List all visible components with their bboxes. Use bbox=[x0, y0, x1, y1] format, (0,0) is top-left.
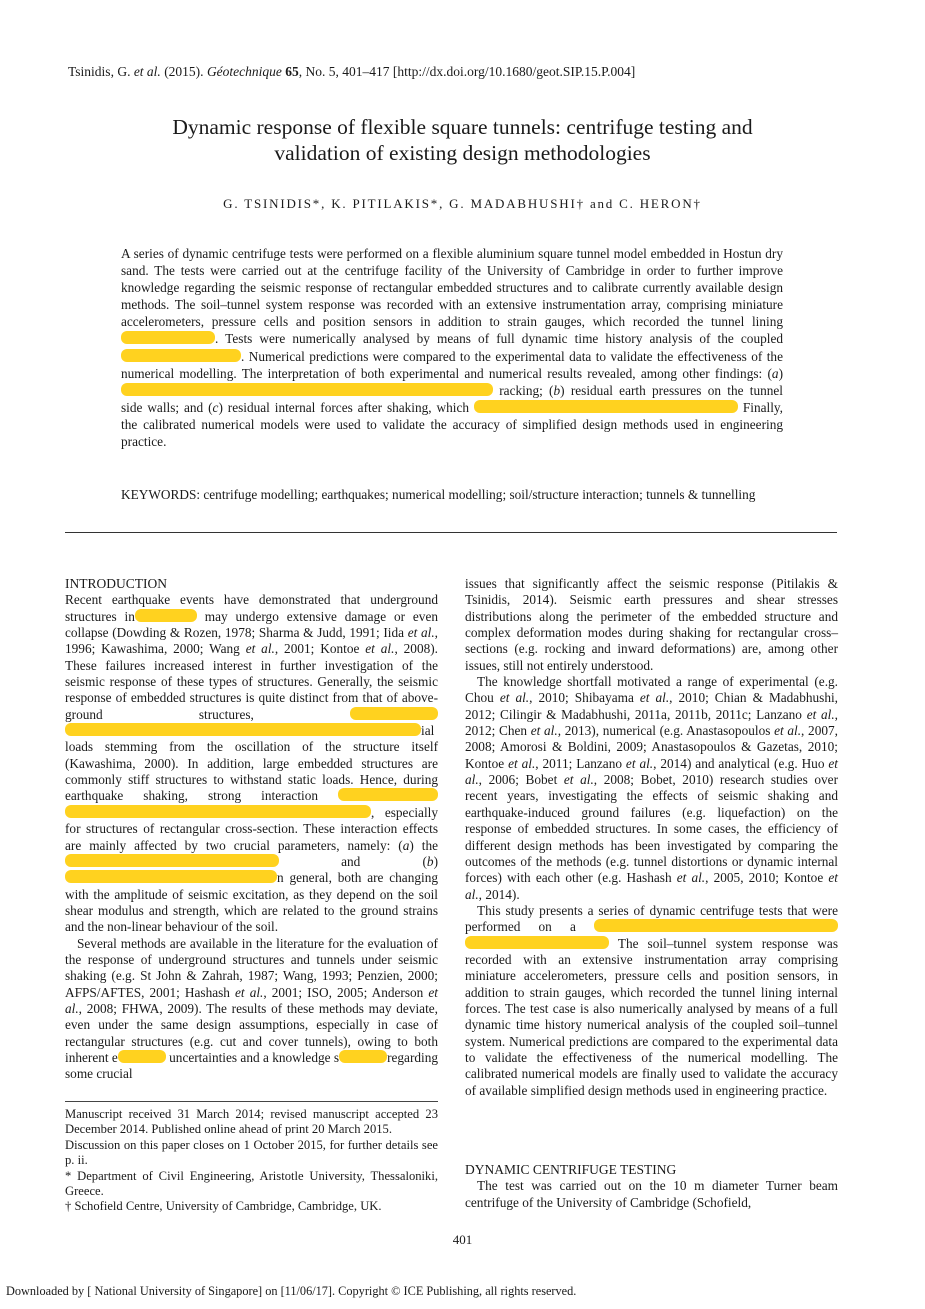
text: , 2001; ISO, 2005; Anderson bbox=[263, 984, 429, 1000]
title-line-1: Dynamic response of flexible square tunnels: centrifuge testing and bbox=[172, 115, 753, 139]
highlight-redaction bbox=[121, 383, 493, 396]
enum-label: a bbox=[771, 365, 779, 381]
text: , 2006; Bobet bbox=[478, 772, 564, 788]
citation-rest: , No. 5, 401–417 [http://dx.doi.org/10.1680/geot.SIP.15.P.004] bbox=[298, 64, 636, 79]
etal: et al. bbox=[499, 690, 530, 706]
enum-label: b bbox=[553, 382, 561, 398]
etal: et al. bbox=[465, 870, 838, 902]
text: , especially for structures of rectangular cross-section. These interaction effects are mainly affected by two crucial parameters, namely: ( bbox=[65, 804, 438, 853]
paragraph: The test was carried out on the 10 m diameter Turner beam centrifuge of the University of Cambridge (Schofield, bbox=[465, 1178, 838, 1210]
etal: et al. bbox=[676, 870, 706, 886]
text: ) the bbox=[409, 837, 438, 853]
text: Recent earthquake events have demonstrated that underground structures in bbox=[65, 592, 438, 624]
download-notice: Downloaded by [ National University of Singapore] on [11/06/17]. Copyright © ICE Publishing, all rights reserved. bbox=[6, 1284, 577, 1298]
enum-label: c bbox=[212, 399, 219, 415]
etal: et al. bbox=[65, 984, 438, 1016]
text: , 2013), numerical (e.g. Anastasopoulos bbox=[557, 723, 775, 739]
text: , 2008; FHWA, 2009). The results of these methods may deviate, even under the same design assumptions, especially in case of rectangular structures (e.g. cut and cover tunnels), owing to both inherent e bbox=[65, 1000, 438, 1065]
highlight-redaction bbox=[65, 723, 421, 736]
footnote-manuscript: Manuscript received 31 March 2014; revised manuscript accepted 23 December 2014. Published online ahead of print 20 March 2015. bbox=[65, 1107, 438, 1137]
paragraph: issues that significantly affect the seismic response (Pitilakis & Tsinidis, 2014). Seismic earth pressures and shear stresses distributions along the perimeter of the embedded structure and complex deformation modes during shaking for rectangular cross–sections (e.g. rocking and inward deformations) are, among other issues, still not entirely understood. bbox=[465, 576, 838, 673]
highlight-redaction bbox=[135, 609, 197, 622]
text: , 2014) and analytical (e.g. Huo bbox=[653, 755, 829, 771]
footnote-affiliation-1: * Department of Civil Engineering, Aristotle University, Thessaloniki, Greece. bbox=[65, 1168, 438, 1199]
text: , 2014). bbox=[478, 886, 520, 902]
paragraph bbox=[465, 674, 838, 903]
citation-authors: Tsinidis, G. bbox=[68, 64, 134, 79]
etal: et al. bbox=[530, 723, 558, 739]
text: The soil–tunnel system response was recorded with an extensive instrumentation array comprising miniature accelerometers, pressure cells and position sensors, in addition to strain gauges, which recorded the tunnel lining internal forces. The test case is also numerically analysed by means of a full dynamic time history numerical analysis of the coupled soil–tunnel system. Numerical predictions are compared to the experimental data to validate the effectiveness of the numerical modelling. The calibrated numerical models are finally used to validate the accuracy of available simplified design methods used in engineering practice. bbox=[465, 935, 838, 1098]
etal: et al. bbox=[245, 641, 275, 657]
section-heading-introduction: INTRODUCTION bbox=[65, 576, 167, 591]
abstract-text: . Numerical predictions were compared to the experimental data to validate the effectiveness of the numerical modelling. The interpretation of both experimental and numerical results revealed, among other findings: ( bbox=[121, 348, 783, 381]
footnote-divider bbox=[65, 1101, 438, 1102]
highlight-redaction bbox=[474, 400, 738, 413]
highlight-redaction bbox=[121, 331, 215, 344]
paragraph bbox=[65, 936, 438, 1083]
etal: et al. bbox=[365, 641, 395, 657]
etal: et al. bbox=[774, 723, 802, 739]
etal: et al. bbox=[625, 755, 654, 771]
footnote-discussion: Discussion on this paper closes on 1 October 2015, for further details see p. ii. bbox=[65, 1137, 438, 1168]
highlight-redaction bbox=[339, 1050, 387, 1063]
highlight-redaction bbox=[594, 919, 838, 932]
abstract bbox=[121, 245, 783, 450]
text: , 2001; Kontoe bbox=[274, 641, 366, 657]
text: n general, both are changing with the amplitude of seismic excitation, as they depend on the soil shear modulus and strength, which are related to the ground strains and the non-linear behaviour of the soil. bbox=[65, 870, 438, 935]
paragraph bbox=[465, 903, 838, 1099]
highlight-redaction bbox=[121, 349, 241, 362]
etal: et al. bbox=[407, 625, 435, 641]
highlight-redaction bbox=[65, 870, 277, 883]
highlight-redaction bbox=[338, 788, 438, 801]
text: The knowledge shortfall motivated a range of experimental (e.g. Chou bbox=[465, 674, 838, 706]
etal: et al. bbox=[563, 772, 594, 788]
abstract-text: ) residual internal forces after shaking, which bbox=[218, 399, 470, 415]
highlight-redaction bbox=[65, 805, 371, 818]
text: , 2007, 2008; Amorosi & Boldini, 2009; Anastasopoulos & Gazetas, 2010; Kontoe bbox=[465, 723, 838, 771]
text: , 2010; Shibayama bbox=[529, 690, 640, 706]
citation-volume: 65 bbox=[281, 64, 299, 79]
text: , 2012; Chen bbox=[465, 706, 838, 739]
citation-year: (2015). bbox=[160, 64, 207, 79]
text: , 2008; Bobet, 2010) research studies over recent years, investigating the effects of seismic shaking and earthquake-induced ground failures (e.g. liquefaction) on the response of embedded structures. In some cases, the efficiency of different design methods has been investigated by comparing the outcomes of the methods (e.g. tunnel distortions or dynamic internal forces) with each other (e.g. Hashash bbox=[465, 772, 838, 886]
enum-label: a bbox=[402, 837, 410, 853]
section-divider bbox=[65, 532, 837, 533]
highlight-redaction bbox=[465, 936, 609, 949]
footnotes bbox=[65, 1107, 438, 1215]
abstract-text: . Tests were numerically analysed by means of full dynamic time history analysis of the coupled bbox=[215, 331, 783, 347]
keywords: KEYWORDS: centrifuge modelling; earthquakes; numerical modelling; soil/structure interaction; tunnels & tunnelling bbox=[121, 487, 756, 502]
etal: et al. bbox=[465, 755, 838, 788]
text: ) bbox=[433, 853, 438, 869]
footnote-affiliation-2: † Schofield Centre, University of Cambridge, Cambridge, UK. bbox=[65, 1199, 382, 1214]
text: This study presents a series of dynamic centrifuge tests that were performed on a bbox=[465, 902, 838, 935]
text: may undergo extensive damage or even collapse (Dowding & Rozen, 1978; Sharma & Judd, 1991; Iida bbox=[65, 608, 438, 641]
text: , 2010; Chian & Madabhushi, 2012; Cilingir & Madabhushi, 2011a, 2011b, 2011c; Lanzano bbox=[465, 690, 839, 722]
text: , 2008). These failures increased interest in further investigation of the seismic response of these types of structures. Generally, the seismic response of embedded structures is quite distinct from that of above-ground structures, bbox=[65, 641, 438, 722]
text: ial loads stemming from the oscillation of the structure itself (Kawashima, 2000). In addition, large embedded structures are commonly stiff structures to withstand static loads. Hence, during earthquake shaking, strong interaction bbox=[65, 723, 438, 804]
text: , 1996; Kawashima, 2000; Wang bbox=[65, 625, 438, 657]
etal: et al. bbox=[508, 755, 536, 771]
title-line-2: validation of existing design methodologies bbox=[274, 141, 651, 165]
abstract-text: racking; ( bbox=[493, 382, 554, 398]
text: uncertainties and a knowledge s bbox=[165, 1049, 340, 1065]
text: regarding some crucial bbox=[65, 1049, 439, 1082]
enum-label: b bbox=[426, 853, 434, 869]
highlight-redaction bbox=[65, 854, 279, 867]
etal: et al. bbox=[806, 706, 835, 722]
etal: et al. bbox=[235, 984, 264, 1000]
text: , 2005, 2010; Kontoe bbox=[705, 870, 829, 886]
right-column bbox=[465, 576, 838, 1099]
page-number: 401 bbox=[452, 1232, 473, 1247]
highlight-redaction bbox=[350, 707, 438, 720]
paragraph bbox=[65, 592, 438, 935]
author-list: G. TSINIDIS*, K. PITILAKIS*, G. MADABHUSHI† and C. HERON† bbox=[223, 196, 702, 211]
left-column bbox=[65, 576, 438, 1083]
section-heading-centrifuge: DYNAMIC CENTRIFUGE TESTING bbox=[465, 1162, 677, 1177]
abstract-text: ) bbox=[778, 365, 783, 381]
text: , 2011; Lanzano bbox=[535, 755, 626, 771]
highlight-redaction bbox=[118, 1050, 166, 1063]
abstract-text: ) residual earth pressures on the tunnel side walls; and ( bbox=[121, 382, 783, 415]
citation-etal: et al. bbox=[133, 64, 161, 79]
right-column-lower bbox=[465, 1162, 838, 1211]
paper-title bbox=[60, 114, 865, 166]
abstract-text: Finally, the calibrated numerical models were used to validate the accuracy of simplified design methods used in engineering practice. bbox=[121, 399, 783, 450]
citation-journal: Géotechnique bbox=[206, 64, 282, 79]
text: and ( bbox=[279, 853, 427, 869]
abstract-text: A series of dynamic centrifuge tests were performed on a flexible aluminium square tunnel model embedded in Hostun dry sand. The tests were carried out at the centrifuge facility of the University of Cambridge in order to further improve knowledge regarding the seismic response of rectangular embedded structures and to calibrate currently available design methods. The soil–tunnel system response was recorded with an extensive instrumentation array, comprising miniature accelerometers, pressure cells and position sensors in addition to strain gauges, which recorded the tunnel lining bbox=[121, 246, 783, 330]
citation-header bbox=[68, 64, 858, 80]
etal: et al. bbox=[639, 690, 670, 706]
text: Several methods are available in the literature for the evaluation of the response of underground structures and tunnels under seismic shaking (e.g. St John & Zahrah, 1987; Wang, 1993; Penzien, 2000; AFPS/AFTES, 2001; Hashash bbox=[65, 935, 438, 1000]
